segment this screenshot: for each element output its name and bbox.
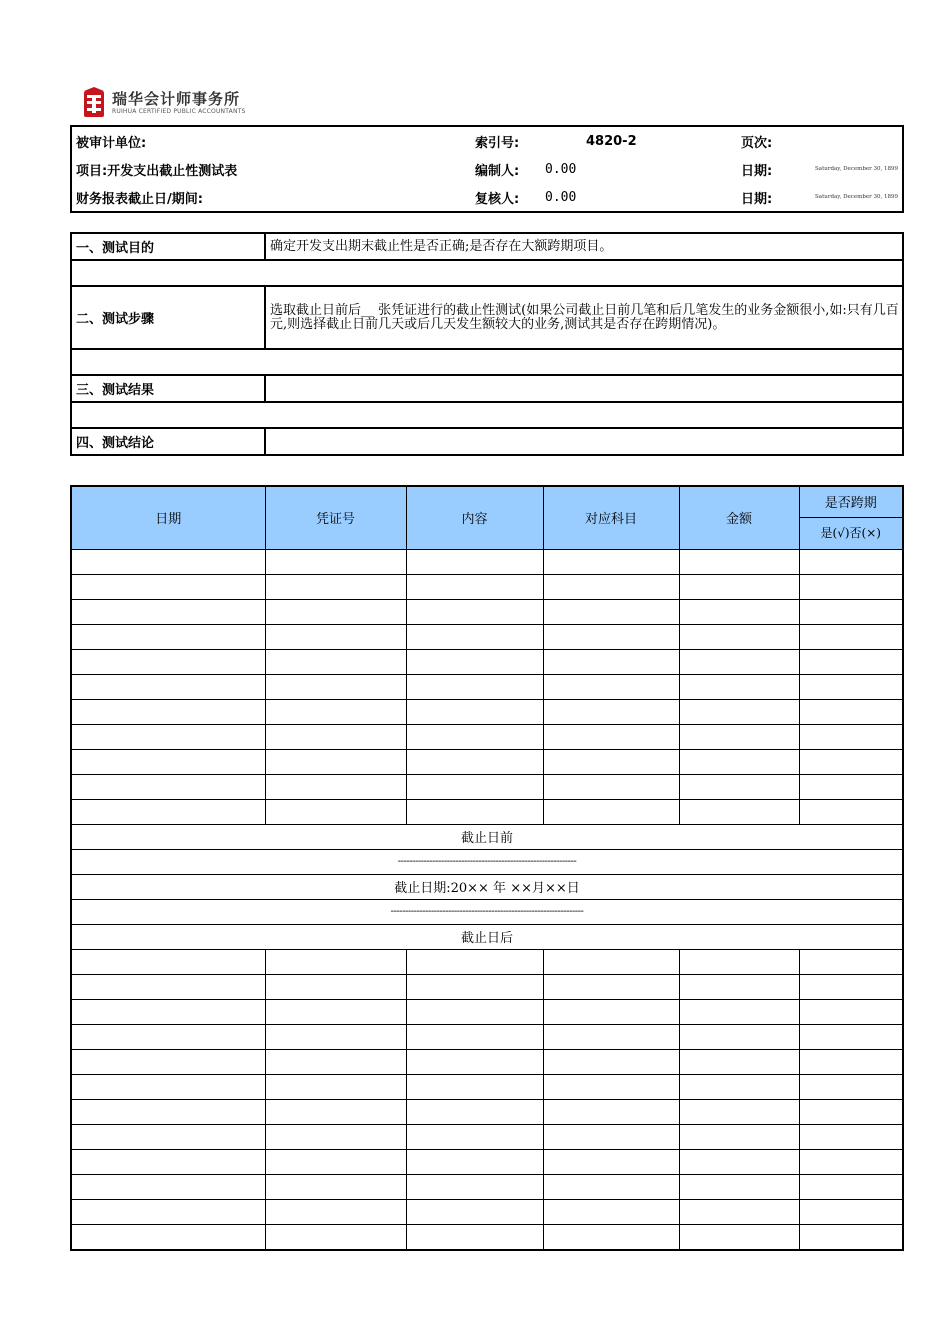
date-value-2: Saturday, December 30, 1899 xyxy=(815,194,898,200)
cell-account[interactable] xyxy=(543,1199,679,1224)
cell-voucher[interactable] xyxy=(265,549,406,574)
cell-amount[interactable] xyxy=(679,1024,799,1049)
firm-logo xyxy=(82,86,246,120)
table-row xyxy=(71,649,903,674)
cell-date[interactable] xyxy=(71,999,265,1024)
cell-voucher[interactable] xyxy=(265,1199,406,1224)
cell-content[interactable] xyxy=(406,799,543,824)
reviewer-value: 0.00 xyxy=(545,189,577,205)
table-row xyxy=(71,674,903,699)
cell-amount[interactable] xyxy=(679,774,799,799)
cell-account[interactable] xyxy=(543,674,679,699)
cell-date[interactable] xyxy=(71,624,265,649)
cell-amount[interactable] xyxy=(679,1199,799,1224)
cell-date[interactable] xyxy=(71,1099,265,1124)
steps-label: 二、测试步骤 xyxy=(71,286,265,349)
cell-account[interactable] xyxy=(543,1149,679,1174)
cell-content[interactable] xyxy=(406,1099,543,1124)
table-row xyxy=(71,1149,903,1174)
section-gap xyxy=(71,260,903,286)
cell-voucher[interactable] xyxy=(265,1074,406,1099)
cell-cross-period[interactable] xyxy=(799,574,903,599)
cell-date[interactable] xyxy=(71,1024,265,1049)
cell-content[interactable] xyxy=(406,649,543,674)
purpose-text: 确定开发支出期末截止性是否正确;是否存在大额跨期项目。 xyxy=(265,233,903,260)
table-row xyxy=(71,949,903,974)
preparer-value: 0.00 xyxy=(545,161,577,177)
cell-cross-period[interactable] xyxy=(799,999,903,1024)
page-label: 页次: xyxy=(741,135,773,151)
cell-account[interactable] xyxy=(543,1224,679,1250)
col-content: 内容 xyxy=(406,486,543,549)
cell-account[interactable] xyxy=(543,749,679,774)
cell-amount[interactable] xyxy=(679,949,799,974)
cell-date[interactable] xyxy=(71,1124,265,1149)
cell-cross-period[interactable] xyxy=(799,974,903,999)
cell-voucher[interactable] xyxy=(265,1124,406,1149)
firm-name-cn: 瑞华会计师事务所 xyxy=(112,89,241,108)
cell-date[interactable] xyxy=(71,574,265,599)
cell-account[interactable] xyxy=(543,624,679,649)
col-voucher: 凭证号 xyxy=(265,486,406,549)
workpaper-header xyxy=(70,125,904,213)
cell-voucher[interactable] xyxy=(265,624,406,649)
cell-account[interactable] xyxy=(543,1074,679,1099)
cell-amount[interactable] xyxy=(679,749,799,774)
cell-cross-period[interactable] xyxy=(799,599,903,624)
cell-voucher[interactable] xyxy=(265,1224,406,1250)
cell-amount[interactable] xyxy=(679,1174,799,1199)
conclusion-label: 四、测试结论 xyxy=(71,428,265,455)
cell-cross-period[interactable] xyxy=(799,1174,903,1199)
table-row xyxy=(71,999,903,1024)
cell-date[interactable] xyxy=(71,949,265,974)
col-cross-period: 是否跨期 xyxy=(799,486,903,517)
cell-content[interactable] xyxy=(406,774,543,799)
table-row xyxy=(71,624,903,649)
after-cutoff-label: 截止日后 xyxy=(71,924,903,949)
cell-account[interactable] xyxy=(543,974,679,999)
cell-cross-period[interactable] xyxy=(799,774,903,799)
cell-voucher[interactable] xyxy=(265,949,406,974)
cell-date[interactable] xyxy=(71,1049,265,1074)
cell-content[interactable] xyxy=(406,1074,543,1099)
cell-date[interactable] xyxy=(71,649,265,674)
cell-date[interactable] xyxy=(71,1174,265,1199)
col-date: 日期 xyxy=(71,486,265,549)
cell-amount[interactable] xyxy=(679,1124,799,1149)
dash-line-2: ------------------------------------------------------------------- xyxy=(71,899,903,924)
cell-content[interactable] xyxy=(406,1224,543,1250)
date-value-1: Saturday, December 30, 1899 xyxy=(815,166,898,172)
cell-account[interactable] xyxy=(543,1024,679,1049)
table-row xyxy=(71,1024,903,1049)
cell-content[interactable] xyxy=(406,699,543,724)
cell-voucher[interactable] xyxy=(265,1149,406,1174)
result-label: 三、测试结果 xyxy=(71,375,265,402)
cell-voucher[interactable] xyxy=(265,774,406,799)
cell-amount[interactable] xyxy=(679,574,799,599)
cell-content[interactable] xyxy=(406,724,543,749)
cell-account[interactable] xyxy=(543,549,679,574)
cell-amount[interactable] xyxy=(679,1049,799,1074)
cell-amount[interactable] xyxy=(679,1099,799,1124)
cell-date[interactable] xyxy=(71,774,265,799)
cutoff-test-table xyxy=(70,485,904,1251)
cell-content[interactable] xyxy=(406,574,543,599)
table-row xyxy=(71,1049,903,1074)
cell-cross-period[interactable] xyxy=(799,1049,903,1074)
period-label: 财务报表截止日/期间: xyxy=(76,191,203,207)
table-row xyxy=(71,1074,903,1099)
cell-cross-period[interactable] xyxy=(799,549,903,574)
cell-date[interactable] xyxy=(71,1199,265,1224)
cell-cross-period[interactable] xyxy=(799,749,903,774)
cell-date[interactable] xyxy=(71,699,265,724)
cell-content[interactable] xyxy=(406,1149,543,1174)
cell-cross-period[interactable] xyxy=(799,624,903,649)
cell-amount[interactable] xyxy=(679,1149,799,1174)
cell-amount[interactable] xyxy=(679,674,799,699)
cell-voucher[interactable] xyxy=(265,599,406,624)
cell-voucher[interactable] xyxy=(265,999,406,1024)
index-label: 索引号: xyxy=(475,135,520,151)
cell-cross-period[interactable] xyxy=(799,1124,903,1149)
cell-content[interactable] xyxy=(406,974,543,999)
table-row xyxy=(71,974,903,999)
cell-date[interactable] xyxy=(71,1224,265,1250)
purpose-label: 一、测试目的 xyxy=(71,233,265,260)
table-row xyxy=(71,1224,903,1250)
cell-amount[interactable] xyxy=(679,1074,799,1099)
page-value xyxy=(795,126,903,155)
cell-account[interactable] xyxy=(543,649,679,674)
cell-voucher[interactable] xyxy=(265,749,406,774)
cell-content[interactable] xyxy=(406,999,543,1024)
cell-voucher[interactable] xyxy=(265,574,406,599)
preparer-label: 编制人: xyxy=(475,163,520,179)
cell-content[interactable] xyxy=(406,749,543,774)
cell-content[interactable] xyxy=(406,1024,543,1049)
table-row xyxy=(71,1199,903,1224)
table-row xyxy=(71,749,903,774)
table-row xyxy=(71,549,903,574)
table-row xyxy=(71,599,903,624)
dash-line-1: -------------------------------------------------------------- xyxy=(71,849,903,874)
cell-account[interactable] xyxy=(543,574,679,599)
cell-amount[interactable] xyxy=(679,999,799,1024)
cell-account[interactable] xyxy=(543,724,679,749)
cell-date[interactable] xyxy=(71,724,265,749)
cell-cross-period[interactable] xyxy=(799,699,903,724)
cell-amount[interactable] xyxy=(679,724,799,749)
date-label-2: 日期: xyxy=(741,191,773,207)
cell-cross-period[interactable] xyxy=(799,799,903,824)
cell-amount[interactable] xyxy=(679,624,799,649)
cell-account[interactable] xyxy=(543,1124,679,1149)
table-row xyxy=(71,724,903,749)
section-gap xyxy=(71,402,903,428)
table-row xyxy=(71,699,903,724)
table-row xyxy=(71,799,903,824)
col-account: 对应科目 xyxy=(543,486,679,549)
cell-date[interactable] xyxy=(71,974,265,999)
auditee-label: 被审计单位: xyxy=(76,135,147,151)
cell-date[interactable] xyxy=(71,799,265,824)
cell-account[interactable] xyxy=(543,1049,679,1074)
cell-amount[interactable] xyxy=(679,599,799,624)
cell-amount[interactable] xyxy=(679,974,799,999)
cell-date[interactable] xyxy=(71,599,265,624)
cell-date[interactable] xyxy=(71,1074,265,1099)
date-label-1: 日期: xyxy=(741,163,773,179)
cell-account[interactable] xyxy=(543,949,679,974)
cell-date[interactable] xyxy=(71,674,265,699)
cell-account[interactable] xyxy=(543,799,679,824)
result-text[interactable] xyxy=(265,375,903,402)
cell-cross-period[interactable] xyxy=(799,1074,903,1099)
cell-date[interactable] xyxy=(71,749,265,774)
reviewer-label: 复核人: xyxy=(475,191,520,207)
cell-content[interactable] xyxy=(406,549,543,574)
cell-amount[interactable] xyxy=(679,1224,799,1250)
col-amount: 金额 xyxy=(679,486,799,549)
section-gap xyxy=(71,349,903,375)
firm-seal-icon xyxy=(82,87,106,119)
cell-amount[interactable] xyxy=(679,699,799,724)
cell-cross-period[interactable] xyxy=(799,1149,903,1174)
firm-name-en: RUIHUA CERTIFIED PUBLIC ACCOUNTANTS xyxy=(112,107,246,115)
cell-date[interactable] xyxy=(71,549,265,574)
cell-account[interactable] xyxy=(543,999,679,1024)
cell-account[interactable] xyxy=(543,1099,679,1124)
cell-content[interactable] xyxy=(406,949,543,974)
table-row xyxy=(71,774,903,799)
index-value: 4820-2 xyxy=(586,133,637,149)
cell-content[interactable] xyxy=(406,1124,543,1149)
cell-content[interactable] xyxy=(406,624,543,649)
before-cutoff-label: 截止日前 xyxy=(71,824,903,849)
cell-voucher[interactable] xyxy=(265,1174,406,1199)
cell-content[interactable] xyxy=(406,1199,543,1224)
project-label: 项目:开发支出截止性测试表 xyxy=(76,163,238,179)
cell-account[interactable] xyxy=(543,699,679,724)
cell-cross-period[interactable] xyxy=(799,1224,903,1250)
table-row xyxy=(71,1174,903,1199)
cell-content[interactable] xyxy=(406,599,543,624)
cell-voucher[interactable] xyxy=(265,1049,406,1074)
cell-content[interactable] xyxy=(406,1049,543,1074)
steps-text: 选取截止日前后__ 张凭证进行的截止性测试(如果公司截止日前几笔和后几笔发生的业务金额很小,如:只有几百元,则选择截止日前几天或后几天发生额较大的业务,测试其是否存在跨期情况)。 xyxy=(265,286,903,349)
cutoff-date-label: 截止日期:20×× 年 ××月××日 xyxy=(71,874,903,899)
table-row xyxy=(71,1124,903,1149)
table-row xyxy=(71,574,903,599)
cell-amount[interactable] xyxy=(679,549,799,574)
conclusion-text[interactable] xyxy=(265,428,903,455)
cell-voucher[interactable] xyxy=(265,1099,406,1124)
test-sections xyxy=(70,232,904,456)
cell-amount[interactable] xyxy=(679,799,799,824)
cell-amount[interactable] xyxy=(679,649,799,674)
col-cross-period-sub: 是(√)否(×) xyxy=(799,517,903,549)
cell-account[interactable] xyxy=(543,774,679,799)
cell-date[interactable] xyxy=(71,1149,265,1174)
cell-voucher[interactable] xyxy=(265,974,406,999)
cell-voucher[interactable] xyxy=(265,1024,406,1049)
cell-voucher[interactable] xyxy=(265,799,406,824)
cell-cross-period[interactable] xyxy=(799,674,903,699)
table-row xyxy=(71,1099,903,1124)
cell-voucher[interactable] xyxy=(265,649,406,674)
cell-cross-period[interactable] xyxy=(799,649,903,674)
cell-content[interactable] xyxy=(406,1174,543,1199)
cell-cross-period[interactable] xyxy=(799,1099,903,1124)
cell-account[interactable] xyxy=(543,1174,679,1199)
cell-voucher[interactable] xyxy=(265,674,406,699)
cell-cross-period[interactable] xyxy=(799,1199,903,1224)
cell-cross-period[interactable] xyxy=(799,1024,903,1049)
cell-cross-period[interactable] xyxy=(799,949,903,974)
cell-voucher[interactable] xyxy=(265,724,406,749)
cell-content[interactable] xyxy=(406,674,543,699)
cell-account[interactable] xyxy=(543,599,679,624)
cell-voucher[interactable] xyxy=(265,699,406,724)
cell-cross-period[interactable] xyxy=(799,724,903,749)
